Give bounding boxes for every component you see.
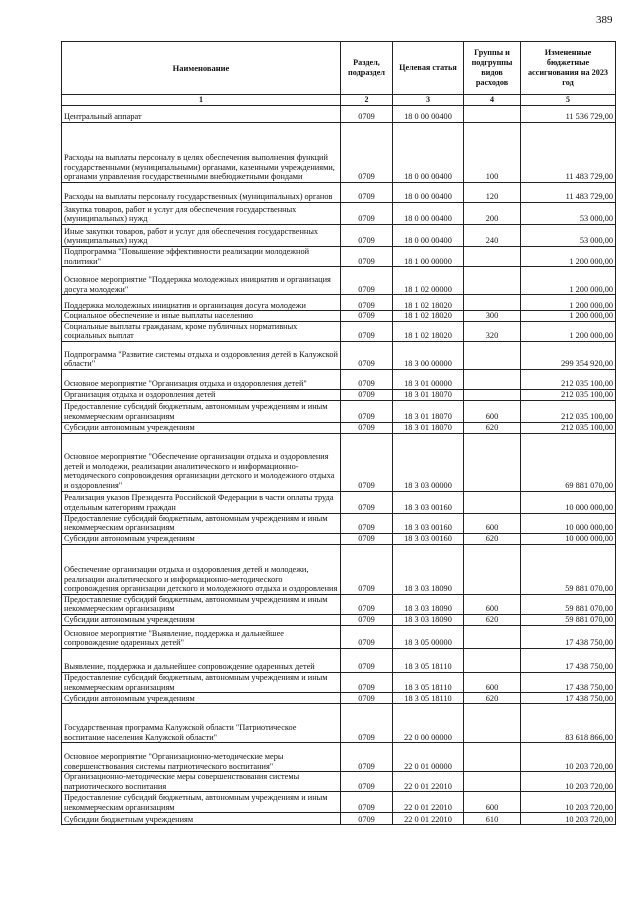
cell-amount: 212 035 100,00 <box>521 400 616 422</box>
table-row <box>62 704 616 743</box>
cell-section: 0709 <box>341 203 393 225</box>
cell-target: 18 0 00 00400 <box>393 203 464 225</box>
cell-section: 0709 <box>341 183 393 203</box>
cell-name: Субсидии автономным учреждениям <box>62 533 341 544</box>
cell-name: Основное мероприятие "Выявление, поддержка и дальнейшее сопровождение одаренных детей" <box>62 625 341 648</box>
cell-name: Субсидии бюджетным учреждениям <box>62 813 341 825</box>
column-index-row <box>62 95 616 106</box>
table-row <box>62 614 616 625</box>
cell-group: 600 <box>464 400 521 422</box>
cell-section: 0709 <box>341 225 393 247</box>
cell-amount: 1 200 000,00 <box>521 267 616 295</box>
cell-amount: 17 438 750,00 <box>521 672 616 692</box>
cell-group: 600 <box>464 594 521 614</box>
cell-amount: 10 000 000,00 <box>521 513 616 533</box>
column-index: 3 <box>393 95 464 106</box>
table-row <box>62 513 616 533</box>
cell-name: Организация отдыха и оздоровления детей <box>62 389 341 400</box>
column-index: 4 <box>464 95 521 106</box>
cell-target: 18 3 03 00160 <box>393 513 464 533</box>
cell-amount: 10 203 720,00 <box>521 792 616 813</box>
cell-name: Закупка товаров, работ и услуг для обеспечения государственных (муниципальных) нужд <box>62 203 341 225</box>
cell-section: 0709 <box>341 321 393 341</box>
header-section: Раздел, подраздел <box>341 42 393 95</box>
cell-target: 18 0 00 00400 <box>393 183 464 203</box>
table-row <box>62 594 616 614</box>
cell-group: 610 <box>464 813 521 825</box>
cell-group <box>464 369 521 389</box>
cell-section: 0709 <box>341 400 393 422</box>
cell-target: 18 3 05 18110 <box>393 693 464 704</box>
cell-target: 18 3 01 18070 <box>393 422 464 433</box>
cell-section: 0709 <box>341 704 393 743</box>
cell-group: 320 <box>464 321 521 341</box>
cell-name: Предоставление субсидий бюджетным, автономным учреждениям и иным некоммерческим организациям <box>62 400 341 422</box>
cell-name: Основное мероприятие "Организация отдыха и оздоровления детей" <box>62 369 341 389</box>
cell-target: 18 3 01 00000 <box>393 369 464 389</box>
cell-target: 22 0 01 22010 <box>393 772 464 792</box>
cell-name: Предоставление субсидий бюджетным, автономным учреждениям и иным некоммерческим организациям <box>62 672 341 692</box>
table-row <box>62 672 616 692</box>
cell-section: 0709 <box>341 533 393 544</box>
cell-amount: 10 000 000,00 <box>521 533 616 544</box>
cell-name: Выявление, поддержка и дальнейшее сопровождение одаренных детей <box>62 648 341 672</box>
table-row <box>62 295 616 311</box>
table-row <box>62 533 616 544</box>
cell-group <box>464 341 521 369</box>
table-row <box>62 311 616 322</box>
table-row <box>62 341 616 369</box>
cell-group: 120 <box>464 183 521 203</box>
cell-group: 240 <box>464 225 521 247</box>
cell-target: 22 0 01 22010 <box>393 792 464 813</box>
cell-group: 620 <box>464 614 521 625</box>
cell-amount: 299 354 920,00 <box>521 341 616 369</box>
cell-amount: 212 035 100,00 <box>521 389 616 400</box>
cell-amount: 59 881 070,00 <box>521 594 616 614</box>
cell-name: Предоставление субсидий бюджетным, автономным учреждениям и иным некоммерческим организациям <box>62 792 341 813</box>
header-groups: Группы и подгруппы видов расходов <box>464 42 521 95</box>
cell-name: Реализация указов Президента Российской Федерации в части оплаты труда отдельным категориям граждан <box>62 491 341 513</box>
cell-section: 0709 <box>341 594 393 614</box>
cell-target: 18 3 00 00000 <box>393 341 464 369</box>
cell-section: 0709 <box>341 614 393 625</box>
cell-amount: 1 200 000,00 <box>521 321 616 341</box>
cell-group <box>464 433 521 491</box>
cell-section: 0709 <box>341 267 393 295</box>
cell-group <box>464 743 521 772</box>
cell-group <box>464 267 521 295</box>
table-row <box>62 772 616 792</box>
cell-section: 0709 <box>341 433 393 491</box>
cell-target: 18 3 03 00160 <box>393 491 464 513</box>
cell-name: Поддержка молодежных инициатив и организация досуга молодежи <box>62 295 341 311</box>
cell-amount: 1 200 000,00 <box>521 311 616 322</box>
cell-target: 18 3 03 00160 <box>393 533 464 544</box>
cell-section: 0709 <box>341 544 393 594</box>
cell-target: 18 3 03 00000 <box>393 433 464 491</box>
column-index: 1 <box>62 95 341 106</box>
budget-table <box>61 41 616 825</box>
cell-target: 18 1 02 00000 <box>393 267 464 295</box>
cell-group: 620 <box>464 422 521 433</box>
table-row <box>62 792 616 813</box>
cell-section: 0709 <box>341 625 393 648</box>
table-row <box>62 422 616 433</box>
cell-group <box>464 491 521 513</box>
cell-name: Подпрограмма "Развитие системы отдыха и оздоровления детей в Калужской области" <box>62 341 341 369</box>
table-row <box>62 648 616 672</box>
cell-target: 18 3 01 18070 <box>393 400 464 422</box>
cell-amount: 11 483 729,00 <box>521 123 616 183</box>
table-row <box>62 433 616 491</box>
cell-name: Субсидии автономным учреждениям <box>62 693 341 704</box>
cell-amount: 1 200 000,00 <box>521 247 616 267</box>
table-row <box>62 743 616 772</box>
cell-amount: 53 000,00 <box>521 225 616 247</box>
cell-section: 0709 <box>341 123 393 183</box>
cell-target: 18 3 03 18090 <box>393 594 464 614</box>
cell-amount: 212 035 100,00 <box>521 369 616 389</box>
cell-section: 0709 <box>341 743 393 772</box>
cell-amount: 17 438 750,00 <box>521 693 616 704</box>
cell-amount: 59 881 070,00 <box>521 614 616 625</box>
cell-amount: 83 618 866,00 <box>521 704 616 743</box>
table-row <box>62 625 616 648</box>
cell-section: 0709 <box>341 672 393 692</box>
cell-target: 18 0 00 00400 <box>393 123 464 183</box>
cell-amount: 10 000 000,00 <box>521 491 616 513</box>
cell-target: 22 0 01 00000 <box>393 743 464 772</box>
cell-target: 18 3 05 00000 <box>393 625 464 648</box>
cell-section: 0709 <box>341 813 393 825</box>
cell-amount: 10 203 720,00 <box>521 813 616 825</box>
cell-group <box>464 295 521 311</box>
table-row <box>62 123 616 183</box>
cell-group: 600 <box>464 672 521 692</box>
cell-name: Субсидии автономным учреждениям <box>62 614 341 625</box>
cell-amount: 69 881 070,00 <box>521 433 616 491</box>
cell-target: 18 3 03 18090 <box>393 544 464 594</box>
cell-target: 22 0 01 22010 <box>393 813 464 825</box>
header-row <box>62 42 616 95</box>
cell-name: Социальные выплаты гражданам, кроме публичных нормативных социальных выплат <box>62 321 341 341</box>
cell-name: Иные закупки товаров, работ и услуг для обеспечения государственных (муниципальных) нужд <box>62 225 341 247</box>
cell-target: 18 3 05 18110 <box>393 672 464 692</box>
cell-group <box>464 704 521 743</box>
cell-name: Основное мероприятие "Организационно-методические меры совершенствования системы патриотического воспитания" <box>62 743 341 772</box>
cell-name: Организационно-методические меры совершенствования системы патриотического воспитания <box>62 772 341 792</box>
cell-group <box>464 247 521 267</box>
table-row <box>62 321 616 341</box>
column-index: 2 <box>341 95 393 106</box>
cell-name: Социальное обеспечение и иные выплаты населению <box>62 311 341 322</box>
cell-name: Субсидии автономным учреждениям <box>62 422 341 433</box>
cell-section: 0709 <box>341 422 393 433</box>
cell-target: 18 3 01 18070 <box>393 389 464 400</box>
cell-target: 18 3 03 18090 <box>393 614 464 625</box>
header-name: Наименование <box>62 42 341 95</box>
cell-amount: 10 203 720,00 <box>521 743 616 772</box>
cell-name: Предоставление субсидий бюджетным, автономным учреждениям и иным некоммерческим организациям <box>62 594 341 614</box>
cell-section: 0709 <box>341 341 393 369</box>
cell-section: 0709 <box>341 772 393 792</box>
cell-group: 600 <box>464 792 521 813</box>
cell-section: 0709 <box>341 106 393 123</box>
header-amount: Измененные бюджетные ассигнования на 2023 год <box>521 42 616 95</box>
cell-name: Государственная программа Калужской области "Патриотическое воспитание населения Калужской области" <box>62 704 341 743</box>
cell-group: 620 <box>464 693 521 704</box>
cell-amount: 59 881 070,00 <box>521 544 616 594</box>
table-row <box>62 369 616 389</box>
cell-target: 18 3 05 18110 <box>393 648 464 672</box>
cell-name: Предоставление субсидий бюджетным, автономным учреждениям и иным некоммерческим организациям <box>62 513 341 533</box>
cell-target: 18 1 02 18020 <box>393 321 464 341</box>
cell-group: 620 <box>464 533 521 544</box>
cell-name: Подпрограмма "Повышение эффективности реализации молодежной политики" <box>62 247 341 267</box>
cell-section: 0709 <box>341 491 393 513</box>
table-row <box>62 225 616 247</box>
cell-group <box>464 106 521 123</box>
cell-target: 22 0 00 00000 <box>393 704 464 743</box>
table-row <box>62 106 616 123</box>
cell-target: 18 1 00 00000 <box>393 247 464 267</box>
cell-name: Основное мероприятие "Обеспечение организации отдыха и оздоровления детей и молодежи, реализации аналитического и информационно-методического сопровождения организации детского и молодежного отдыха и оздоровления" <box>62 433 341 491</box>
cell-target: 18 1 02 18020 <box>393 295 464 311</box>
cell-group <box>464 648 521 672</box>
cell-section: 0709 <box>341 513 393 533</box>
page-number: 389 <box>596 14 613 26</box>
cell-section: 0709 <box>341 389 393 400</box>
column-index: 5 <box>521 95 616 106</box>
table-row <box>62 247 616 267</box>
cell-target: 18 0 00 00400 <box>393 106 464 123</box>
table-row <box>62 544 616 594</box>
table-row <box>62 389 616 400</box>
cell-group: 200 <box>464 203 521 225</box>
cell-group <box>464 389 521 400</box>
cell-amount: 11 536 729,00 <box>521 106 616 123</box>
cell-amount: 10 203 720,00 <box>521 772 616 792</box>
cell-name: Расходы на выплаты персоналу в целях обеспечения выполнения функций государственными (муниципальными) органами, казенными учреждениями, органами управления государственными внебюджетными фондами <box>62 123 341 183</box>
cell-amount: 17 438 750,00 <box>521 625 616 648</box>
table-row <box>62 693 616 704</box>
cell-amount: 212 035 100,00 <box>521 422 616 433</box>
table-body <box>62 106 616 825</box>
table-row <box>62 183 616 203</box>
cell-section: 0709 <box>341 247 393 267</box>
table-row <box>62 203 616 225</box>
cell-section: 0709 <box>341 295 393 311</box>
cell-amount: 11 483 729,00 <box>521 183 616 203</box>
cell-amount: 53 000,00 <box>521 203 616 225</box>
cell-section: 0709 <box>341 693 393 704</box>
table-row <box>62 491 616 513</box>
cell-name: Центральный аппарат <box>62 106 341 123</box>
header-target: Целевая статья <box>393 42 464 95</box>
cell-group <box>464 625 521 648</box>
cell-section: 0709 <box>341 311 393 322</box>
table-row <box>62 813 616 825</box>
cell-group <box>464 544 521 594</box>
cell-target: 18 0 00 00400 <box>393 225 464 247</box>
table-row <box>62 267 616 295</box>
cell-name: Расходы на выплаты персоналу государственных (муниципальных) органов <box>62 183 341 203</box>
cell-group: 300 <box>464 311 521 322</box>
cell-section: 0709 <box>341 648 393 672</box>
cell-section: 0709 <box>341 792 393 813</box>
cell-group: 100 <box>464 123 521 183</box>
table-row <box>62 400 616 422</box>
cell-target: 18 1 02 18020 <box>393 311 464 322</box>
cell-group: 600 <box>464 513 521 533</box>
cell-group <box>464 772 521 792</box>
cell-amount: 17 438 750,00 <box>521 648 616 672</box>
cell-name: Обеспечение организации отдыха и оздоровления детей и молодежи, реализации аналитического и информационно-методического сопровождения организации детского и молодежного отдыха и оздоровления <box>62 544 341 594</box>
cell-section: 0709 <box>341 369 393 389</box>
cell-amount: 1 200 000,00 <box>521 295 616 311</box>
cell-name: Основное мероприятие "Поддержка молодежных инициатив и организация досуга молодежи" <box>62 267 341 295</box>
